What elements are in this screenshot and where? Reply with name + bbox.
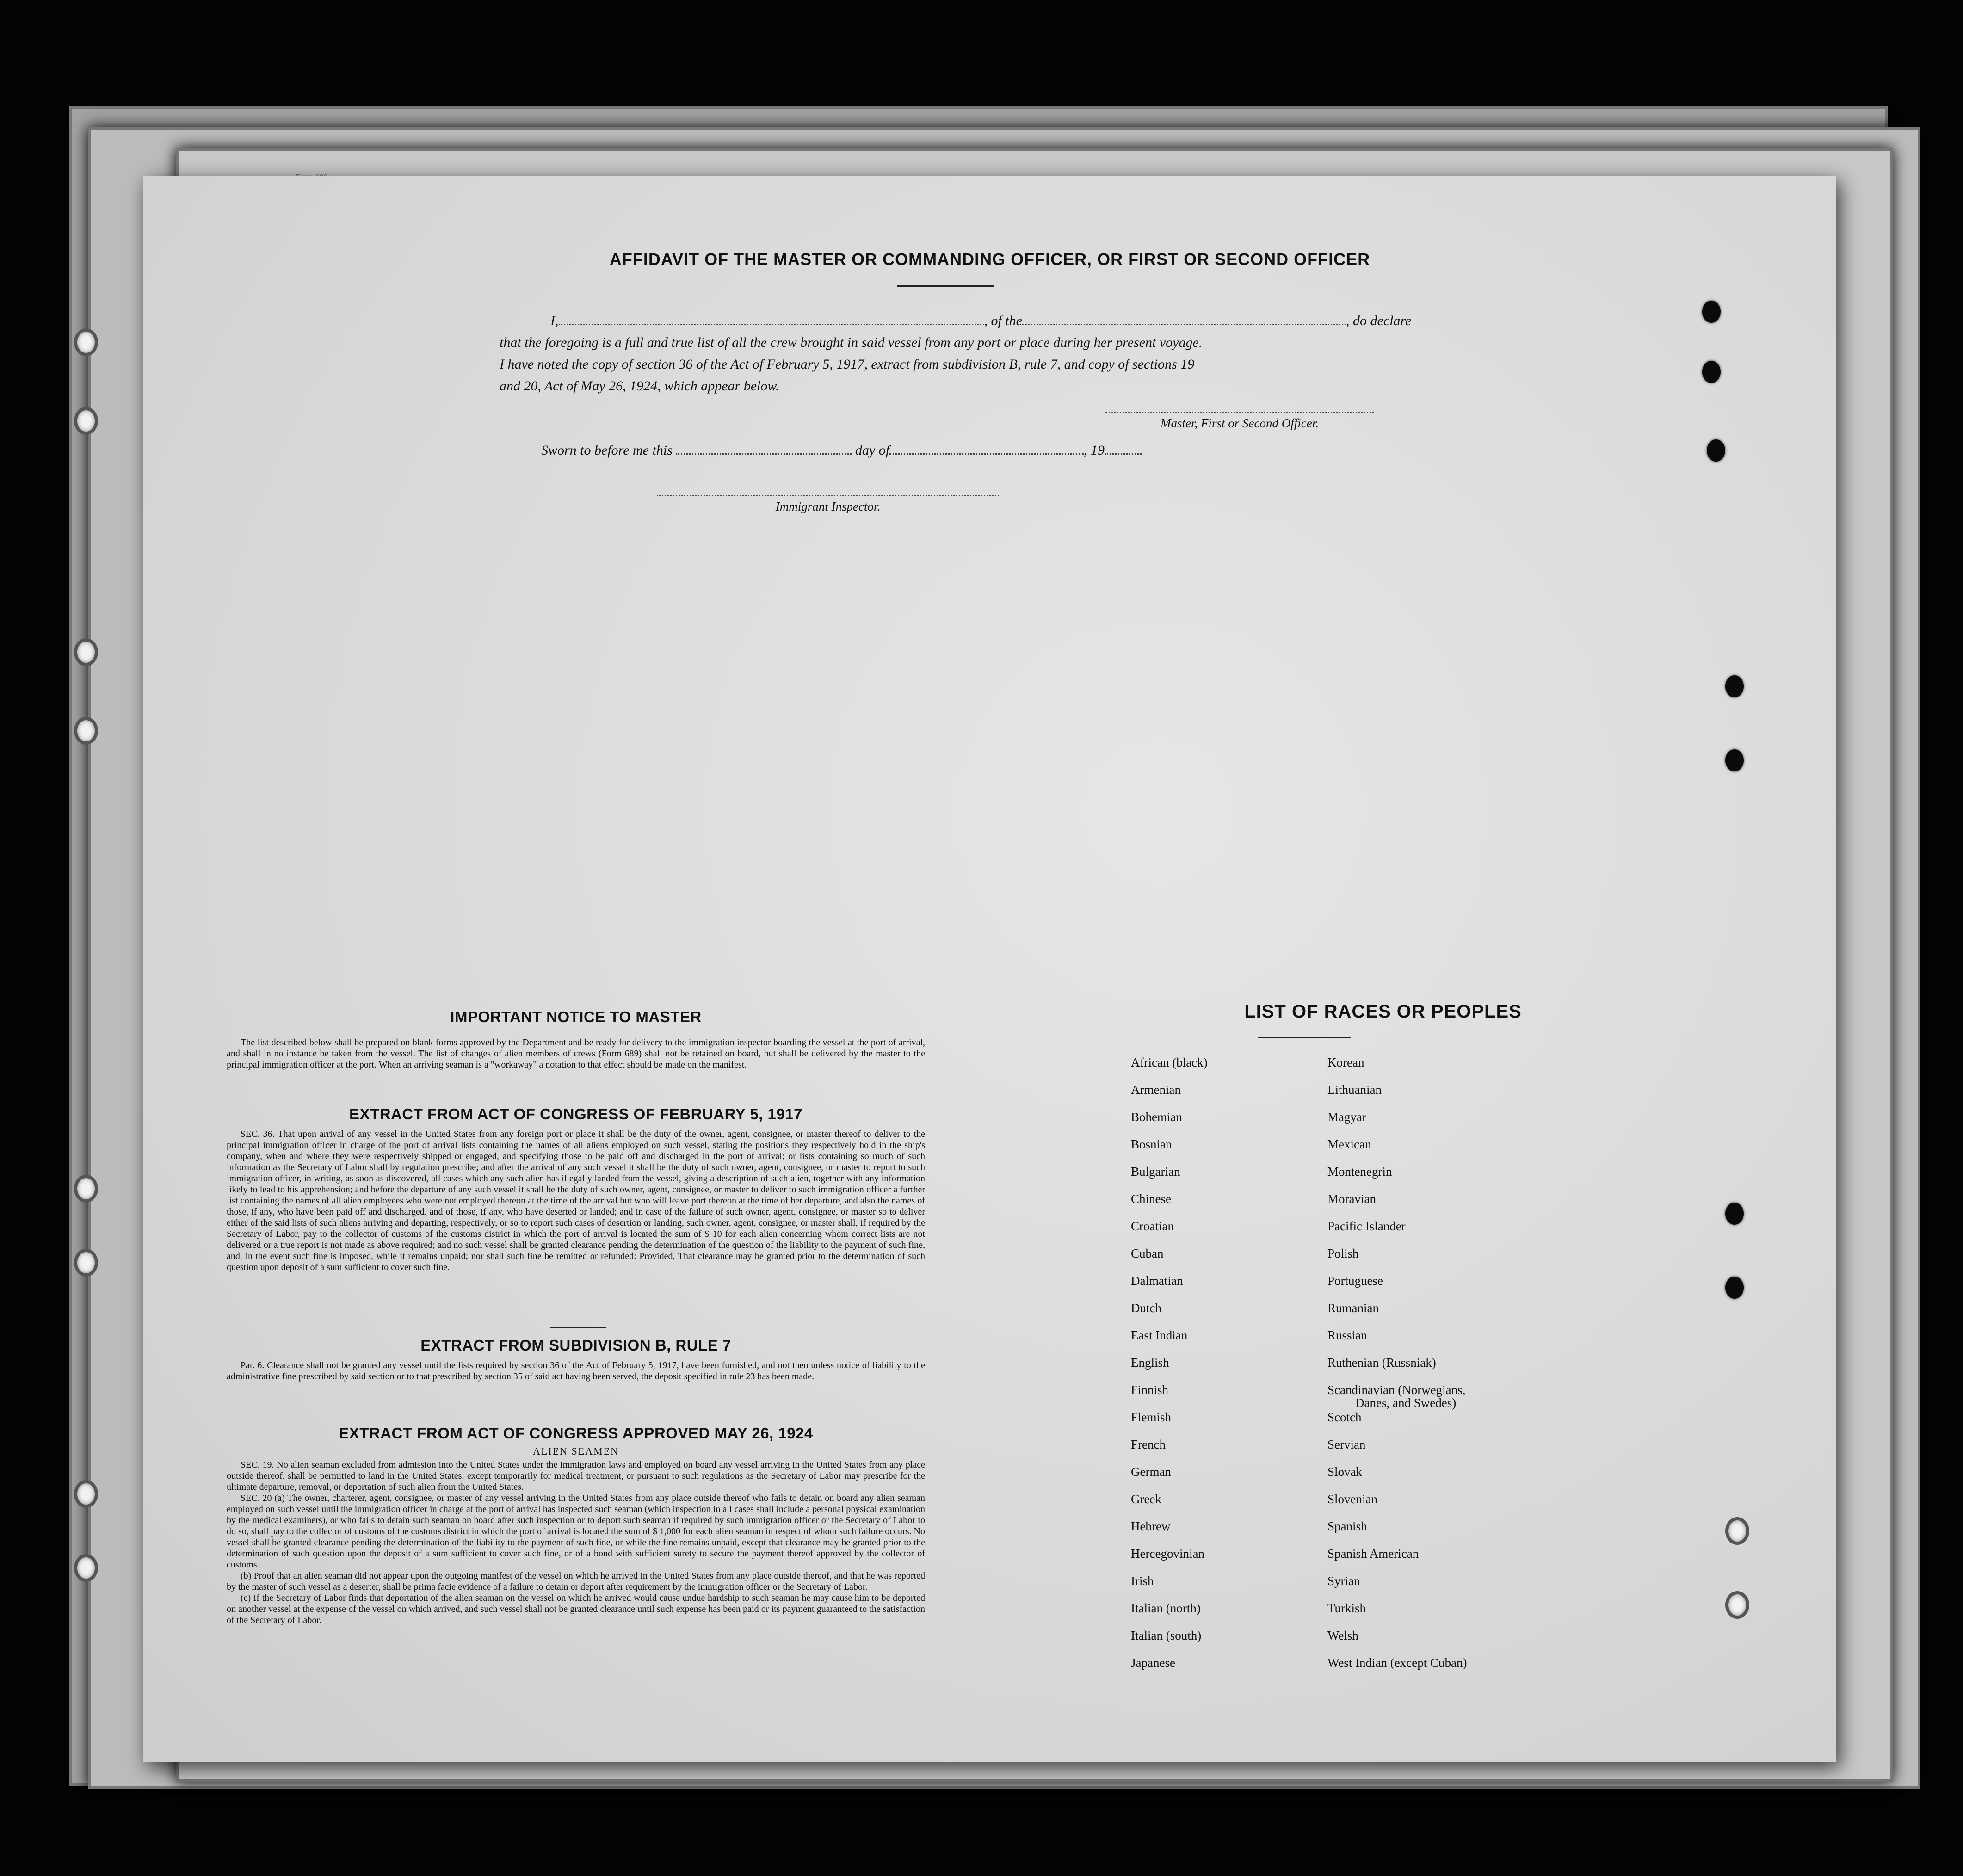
sec20b-text: (b) Proof that an alien seaman did not appear upon the outgoing manifest of the vessel on which he arrived in the United States from any place outside thereof, and that he was reported by the master of such vessel as a deserter, shall be prima facie evidence of a failure to detain or deport after requirement by the immigration officer or the Secretary of Labor. xyxy=(227,1571,925,1592)
extract-1917-text: SEC. 36. That upon arrival of any vessel in the United States from any foreign port or place it shall be the duty of the owner, agent, consignee, or master thereof to deliver to the principal immigration officer in charge of the port of arrival lists containing the names of all aliens employed on such vessel, stating the positions they respectively hold in the ship's company, when and where they were respectively shipped or engaged, and specifying those to be paid off and discharged in the port of arrival; or lists containing so much of such information as the Secretary of Labor shall by regulation prescribe; and after the arrival of any such vessel it shall be the duty of such owner, agent, consignee, or master to report to such immigration officer, in writing, as soon as discovered, all cases which any such alien has illegally landed from the vessel, giving a description of such alien, together with any information likely to lead to his apprehension; and before the departure of any such vessel it shall be the duty of such owner, agent, consignee, or master to deliver to such immigration officer a further list containing the names of all alien employees who were not employed thereon at the time of the arrival but who will leave port thereon at the time of her departure, and also the names of those, if any, who have been paid off and discharged, and of those, if any, who have deserted or landed; and in case of the failure of such owner, agent, consignee, or master so to deliver either of the said lists of such aliens arriving and departing, respectively, or so to report such cases of desertion or landing, such owner, agent, consignee, or master shall, if required by the Secretary of Labor, pay to the collector of customs of the customs district in which the port of arrival is located the sum of $ 10 for each alien concerning whom correct lists are not delivered or a true report is not made as above required; and no such vessel shall be granted clearance pending the determination of the question of the liability to the payment of such fine, and, in the event such fine is imposed, while it remains unpaid; nor shall such fine be remitted or refunded: Provided, That clearance may be granted prior to the determination of such question upon deposit of a sum sufficient to cover such fine. xyxy=(227,1129,925,1272)
sec20a-text: SEC. 20 (a) The owner, charterer, agent, consignee, or master of any vessel arriving in the United States from any place outside thereof who fails to detain on board any alien seaman employed on such vessel until the immigration officer in charge at the port of arrival has inspected such seaman (which inspection in all cases shall include a personal physical examination by the medical examiners), or who fails to detain such seaman on board after such inspection or to deport such seaman if required by such immigration officer or the Secretary of Labor to do so, shall pay to the collector of customs of the customs district in which the port of arrival is located the sum of $ 1,000 for each alien seaman in respect of whom such failure occurs. No vessel shall be granted clearance pending the determination of the liability to the payment of such fine, or while the fine remains unpaid, except that clearance may be granted prior to the determination of such question upon the deposit of a sum sufficient to cover such fine, or of a bond with sufficient surety to secure the payment thereof approved by the collector of customs. xyxy=(227,1493,925,1570)
month-blank xyxy=(889,453,1084,455)
year-prefix: , 19 xyxy=(1084,443,1105,458)
section-divider xyxy=(550,1327,606,1328)
race-item: Polish xyxy=(1327,1247,1359,1260)
rule7-text: Par. 6. Clearance shall not be granted any vessel until the lists required by section 36 of the Act of February 5, 1917, have been furnished, and not then unless notice of liability to the administrative fine prescribed by said section or to that prescribed by section 35 of said act having been served, the deposit specified in rule 23 has been made. xyxy=(227,1360,925,1382)
punch-hole xyxy=(1707,439,1725,462)
affidavit-page xyxy=(143,176,1836,1762)
punch-hole xyxy=(1725,1277,1744,1299)
race-item: Montenegrin xyxy=(1327,1165,1392,1179)
race-item: Italian (north) xyxy=(1131,1601,1201,1615)
race-item: Bohemian xyxy=(1131,1110,1182,1124)
punch-hole xyxy=(74,1249,98,1277)
race-item: Cuban xyxy=(1131,1247,1164,1260)
affidavit-declare: , do declare xyxy=(1346,313,1412,328)
sworn-text: Sworn to before me this xyxy=(541,443,673,458)
vessel-blank xyxy=(1022,324,1346,325)
affidavit-i: I, xyxy=(550,313,559,328)
affidavit-line: I have noted the copy of section 36 of the Act of February 5, 1917, extract from subdivision B, rule 7, and copy of sections 19 xyxy=(500,357,1195,372)
notice-heading: IMPORTANT NOTICE TO MASTER xyxy=(450,1008,702,1025)
notice-text: The list described below shall be prepared on blank forms approved by the Department and be ready for delivery to the immigration inspector boarding the vessel at the port of arrival, and shall in no instance be taken from the vessel. The list of changes of alien members of crews (Form 689) shall not be retained on board, but shall be delivered by the master to the principal immigration officer at the port. When an arriving seaman is a "workaway" a notation to that effect should be made on the manifest. xyxy=(227,1037,925,1070)
punch-hole xyxy=(1725,1591,1749,1619)
race-item: Hebrew xyxy=(1131,1519,1171,1533)
punch-hole xyxy=(1725,675,1744,697)
race-item: German xyxy=(1131,1465,1171,1479)
name-blank xyxy=(559,324,984,325)
affidavit-of-the: , of the xyxy=(984,313,1022,328)
race-item: Turkish xyxy=(1327,1601,1366,1615)
affidavit-line: that the foregoing is a full and true list of all the crew brought in said vessel from any port or place during her present voyage. xyxy=(500,335,1203,350)
punch-hole xyxy=(1725,1203,1744,1225)
race-item: Pacific Islander xyxy=(1327,1219,1406,1233)
race-item: Servian xyxy=(1327,1438,1366,1451)
race-item: Croatian xyxy=(1131,1219,1174,1233)
extract-1924-heading: EXTRACT FROM ACT OF CONGRESS APPROVED MAY 26, 1924 xyxy=(339,1425,813,1442)
race-item: Magyar xyxy=(1327,1110,1366,1124)
race-item: English xyxy=(1131,1356,1169,1370)
race-item: Slovenian xyxy=(1327,1492,1377,1506)
punch-hole xyxy=(1702,301,1721,323)
race-item: Ruthenian (Russniak) xyxy=(1327,1356,1436,1370)
punch-hole xyxy=(74,1480,98,1508)
race-item: Bulgarian xyxy=(1131,1165,1180,1179)
sworn-line xyxy=(541,439,1374,461)
race-item: Slovak xyxy=(1327,1465,1363,1479)
race-item: Lithuanian xyxy=(1327,1083,1382,1097)
inspector-signature-label: Immigrant Inspector. xyxy=(775,500,881,513)
race-item: Japanese xyxy=(1131,1656,1175,1670)
races-heading: LIST OF RACES OR PEOPLES xyxy=(1244,1001,1522,1022)
race-item: Chinese xyxy=(1131,1192,1171,1206)
race-item: African (black) xyxy=(1131,1055,1208,1069)
race-item: Spanish xyxy=(1327,1519,1367,1533)
race-item: East Indian xyxy=(1131,1328,1188,1342)
rule7-heading: EXTRACT FROM SUBDIVISION B, RULE 7 xyxy=(420,1337,731,1354)
punch-hole xyxy=(1702,361,1721,383)
race-item: Rumanian xyxy=(1327,1301,1379,1315)
affidavit-line: and 20, Act of May 26, 1924, which appear below. xyxy=(500,378,779,394)
race-item: West Indian (except Cuban) xyxy=(1327,1656,1467,1670)
master-signature-line xyxy=(1105,412,1374,413)
extract-1917-heading: EXTRACT FROM ACT OF CONGRESS OF FEBRUARY 5, 1917 xyxy=(349,1105,802,1123)
race-item: Finnish xyxy=(1131,1383,1169,1397)
race-item: Irish xyxy=(1131,1574,1154,1588)
races-divider xyxy=(1258,1037,1351,1038)
race-item: Dutch xyxy=(1131,1301,1161,1315)
race-item: Spanish American xyxy=(1327,1547,1419,1561)
race-item: French xyxy=(1131,1438,1166,1451)
race-item: Bosnian xyxy=(1131,1137,1172,1151)
race-item: Italian (south) xyxy=(1131,1629,1202,1642)
punch-hole xyxy=(74,1554,98,1582)
punch-hole xyxy=(74,1175,98,1203)
extract-1924-body xyxy=(227,1459,925,1626)
race-item: Portuguese xyxy=(1327,1274,1383,1288)
race-item: Flemish xyxy=(1131,1410,1172,1424)
punch-hole xyxy=(1725,749,1744,771)
sec20c-text: (c) If the Secretary of Labor finds that deportation of the alien seaman on the vessel on which he arrived would cause undue hardship to such seaman he may cause him to be deported on another vessel at the expense of the vessel on which arrived, and such vessel shall not be granted clearance until such expense has been paid or its payment guaranteed to the satisfaction of the Secretary of Labor. xyxy=(227,1593,925,1625)
race-item: Korean xyxy=(1327,1055,1364,1069)
day-of-text: day of xyxy=(855,443,890,458)
race-item: Armenian xyxy=(1131,1083,1181,1097)
alien-seamen-subheading: ALIEN SEAMEN xyxy=(533,1445,619,1457)
sec19-text: SEC. 19. No alien seaman excluded from admission into the United States under the immigration laws and employed on board any vessel arriving in the United States from any place outside thereof, shall be permitted to land in the United States, except temporarily for medical treatment, or pursuant to such regulations as the Secretary of Labor may prescribe for the ultimate departure, removal, or deportation of such alien from the United States. xyxy=(227,1460,925,1492)
race-item-continuation: Danes, and Swedes) xyxy=(1355,1396,1457,1410)
master-signature-label: Master, First or Second Officer. xyxy=(1161,416,1319,430)
race-item: Syrian xyxy=(1327,1574,1360,1588)
punch-hole xyxy=(74,638,98,666)
affidavit-title: AFFIDAVIT OF THE MASTER OR COMMANDING OFFICER, OR FIRST OR SECOND OFFICER xyxy=(609,250,1370,269)
race-item: Mexican xyxy=(1327,1137,1371,1151)
race-item: Scotch xyxy=(1327,1410,1362,1424)
punch-hole xyxy=(74,717,98,745)
race-item: Russian xyxy=(1327,1328,1367,1342)
punch-hole xyxy=(1725,1517,1749,1545)
race-item: Hercegovinian xyxy=(1131,1547,1204,1561)
race-item: Greek xyxy=(1131,1492,1161,1506)
race-item: Moravian xyxy=(1327,1192,1376,1206)
race-item: Scandinavian (Norwegians, xyxy=(1327,1383,1466,1397)
inspector-signature-line xyxy=(657,495,999,496)
race-item: Welsh xyxy=(1327,1629,1358,1642)
year-blank xyxy=(1105,453,1142,455)
title-divider xyxy=(897,285,994,287)
race-item: Dalmatian xyxy=(1131,1274,1183,1288)
affidavit-statement xyxy=(500,310,1540,397)
day-blank xyxy=(676,453,852,455)
punch-hole xyxy=(74,328,98,356)
punch-hole xyxy=(74,407,98,435)
